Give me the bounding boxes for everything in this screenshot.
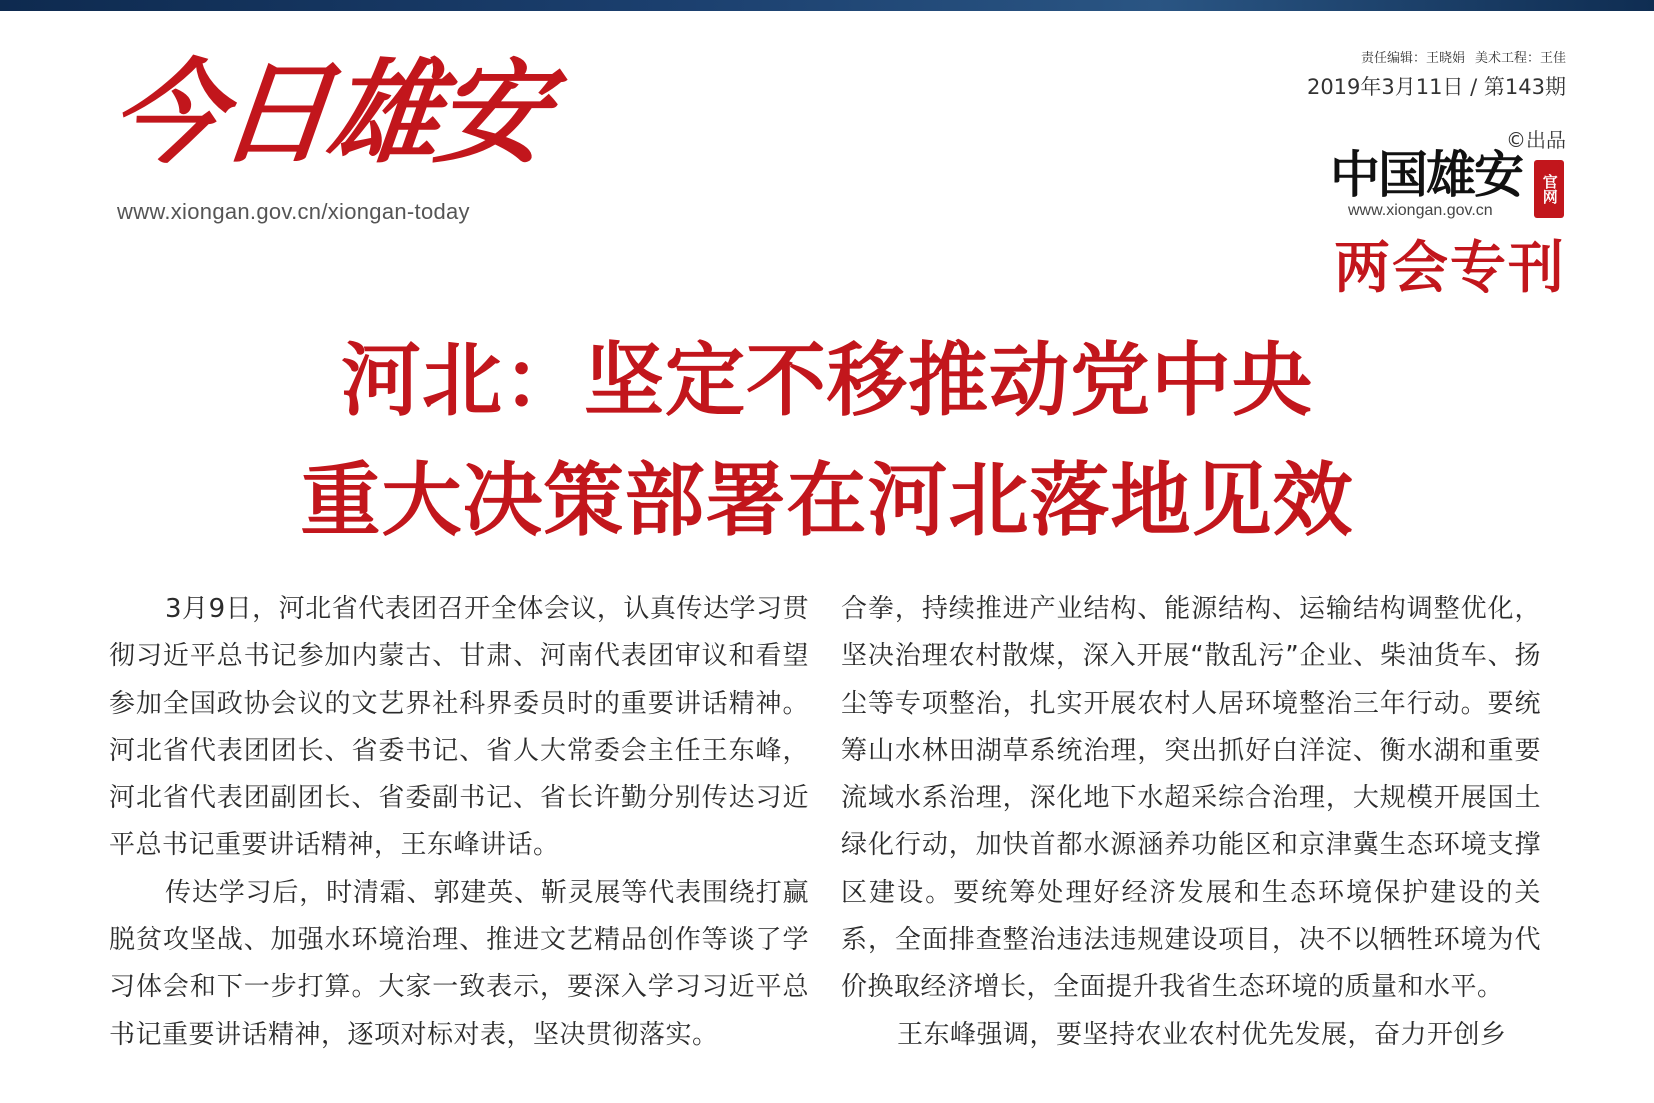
editor-credit: 责任编辑：王晓娟	[1360, 51, 1465, 66]
article-paragraph: 传达学习后，时清霜、郭建英、靳灵展等代表围绕打赢脱贫攻坚战、加强水环境治理、推进文艺精品创作等谈了学习体会和下一步打算。大家一致表示，要深入学习习近平总书记重要讲话精神，逐项对标对表，坚决贯彻落实。	[109, 877, 809, 1050]
china-xiongan-site-logo[interactable]	[1330, 145, 1566, 222]
article-paragraph: 合拳，持续推进产业结构、能源结构、运输结构调整优化，坚决治理农村散煤，深入开展“散乱污”企业、柴油货车、扬尘等专项整治，扎实开展农村人居环境整治三年行动。要统筹山水林田湖草系统治理，突出抓好白洋淀、衡水湖和重要流域水系治理，深化地下水超采综合治理，大规模开展国土绿化行动，加快首都水源涵养功能区和京津冀生态环境支撑区建设。要统筹处理好经济发展和生态环境保护建设的关系，全面排查整治违法违规建设项目，决不以牺牲环境为代价换取经济增长，全面提升我省生态环境的质量和水平。	[841, 594, 1541, 1003]
editor-credits	[1351, 47, 1566, 66]
headline-line-1: 河北：坚定不移推动党中央	[341, 333, 1313, 427]
seal-text: 官网	[1540, 174, 1559, 204]
site-logo-name: 中国雄安	[1330, 145, 1522, 204]
masthead-logo: 今日雄安	[105, 48, 551, 179]
art-credit: 美术工程：王佳	[1474, 51, 1566, 66]
headline-line-2: 重大决策部署在河北落地见效	[300, 453, 1354, 547]
article-column-right	[841, 586, 1541, 1059]
article-column-left	[109, 586, 809, 1059]
top-color-bar	[0, 0, 1654, 11]
special-issue-label: 两会专刊	[1334, 235, 1566, 301]
site-logo-url: www.xiongan.gov.cn	[1348, 202, 1493, 219]
masthead-url[interactable]: www.xiongan.gov.cn/xiongan-today	[117, 199, 470, 224]
official-site-seal	[1534, 160, 1564, 218]
article-paragraph: 3月9日，河北省代表团召开全体会议，认真传达学习贯彻习近平总书记参加内蒙古、甘肃、河南代表团审议和看望参加全国政协会议的文艺界社科界委员时的重要讲话精神。河北省代表团团长、省委书记、省人大常委会主任王东峰，河北省代表团副团长、省委副书记、省长许勤分别传达习近平总书记重要讲话精神，王东峰讲话。	[109, 594, 809, 861]
date-issue: 2019年3月11日 / 第143期	[1306, 75, 1566, 99]
producer-note: ©出品	[1506, 128, 1566, 152]
article-paragraph: 王东峰强调，要坚持农业农村优先发展，奋力开创乡	[897, 1019, 1507, 1050]
